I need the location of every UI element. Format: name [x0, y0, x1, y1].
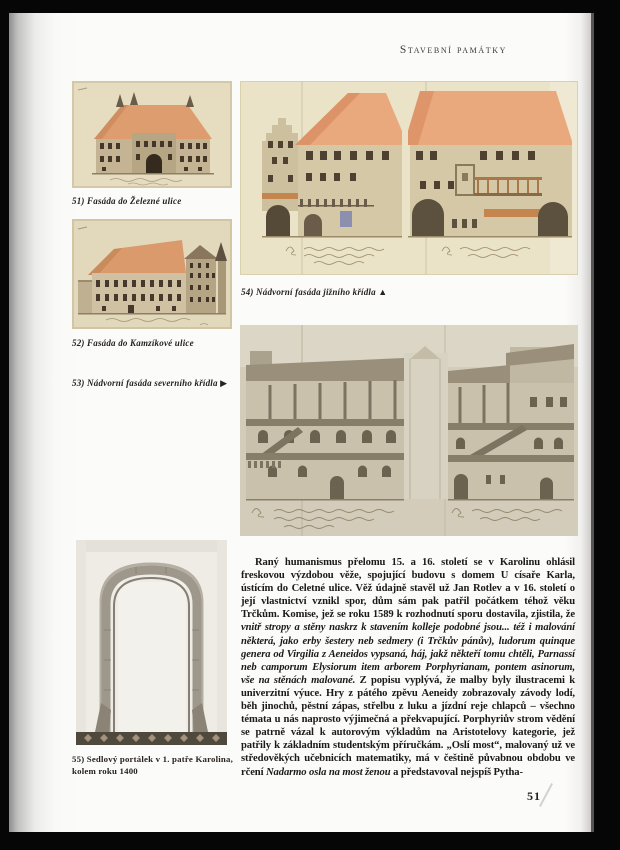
page-number: 51	[527, 789, 541, 803]
figure-51-facade-zelezna	[72, 81, 232, 188]
portal-photo	[76, 540, 227, 745]
book-page	[9, 13, 591, 832]
page-edge-shadow	[591, 13, 594, 832]
caption-figure-52: 52) Fasáda do Kamzíkové ulice	[72, 338, 194, 348]
figure-52-facade-kamzikova	[72, 219, 232, 329]
caption-figure-54: 54) Nádvorní fasáda jižního křídla ▲	[241, 287, 388, 297]
figure-53-courtyard-north-wing	[240, 325, 578, 536]
sepia-elevation-drawing	[240, 325, 578, 536]
body-paragraph: Raný humanismus přelomu 15. a 16. století se v Karolinu ohlásil freskovou výzdobou věže, spojující budovu s domem U císaře Karla, ústícím do Celetné ulice. Věž údajně stavěl už Jan Rotlev a v 16. století o její vlastnictví vznikl spor, dům sám pak patřil počátkem téhož věku Trčkům. Komise, jež se roku 1589 k rozhodnutí sporu dostavila, zjistila, že vnitř stropy a stěny naskrz k stavením kolleje podobné jsou... též i malování některá, jako erby šestery neb sedmery (i Trčkův pánův), ludorum quinque genera od Virgilia z Aeneidos vypsaná, háj, jakž někteří tomu chtěli, Parnassí neb camporum Elysiorum item arborem Porphyrianam, pontem asinorum, vše na stěnách malované. Z popisu vyplývá, že malby byly ilustracemi k univerzitní výuce. Hry z pátého zpěvu Aeneidy zobrazovaly závody lodí, běh jinochů, pěstní zápas, střelbu z luku a jízdní reje chlapců – všechno témata u nás naprosto výjimečná a překvapující. Porphyriův strom vědění se patrně vázal k autorovým výkladům na Aristotelovy kategorie, jež patřily k základním studentským příručkám. „Oslí most“, malovaný už ve středověkých učebnicích matematiky, má v češtině půvabnou obdobu ve rčení Nadarmo osla na most ženou a představoval nejspíš Pytha-	[241, 557, 575, 778]
watercolor-facade-illustration	[72, 81, 232, 188]
caption-figure-53: 53) Nádvorní fasáda severního křídla ▶	[72, 378, 228, 388]
caption-figure-55: 55) Sedlový portálek v 1. patře Karolina, kolem roku 1400	[72, 754, 234, 776]
figure-55-saddle-portal-photo	[76, 540, 227, 745]
watercolor-elevation-drawing	[240, 81, 578, 275]
running-header: Stavební památky	[399, 44, 507, 56]
caption-figure-51: 51) Fasáda do Železné ulice	[72, 196, 182, 206]
figure-54-courtyard-south-wing	[240, 81, 578, 275]
watercolor-facade-illustration	[72, 219, 232, 329]
